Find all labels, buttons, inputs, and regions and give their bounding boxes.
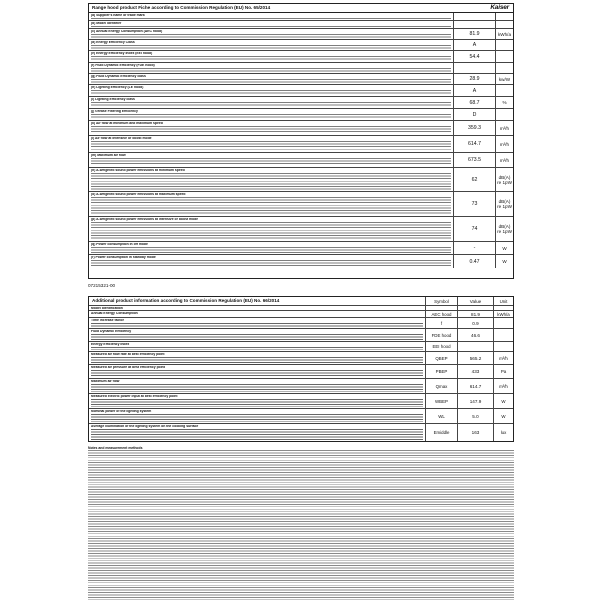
fiche-row-label: (q) Power consumption in off mode xyxy=(91,243,148,246)
header-symbol: Symbol xyxy=(425,297,457,305)
info-row xyxy=(89,365,513,379)
fiche-row-label: (m) Maximum air flow xyxy=(91,154,126,157)
fiche-row-lines xyxy=(91,34,451,38)
fiche-row-lines xyxy=(91,18,451,19)
fiche-row-value: 359.3 xyxy=(453,121,495,135)
fiche-row-label: (h) Lighting Efficiency (LE hood) xyxy=(91,86,144,89)
fiche-row-value: 68.7 xyxy=(453,97,495,108)
fiche-row xyxy=(89,153,513,168)
info-row-lines xyxy=(91,347,423,350)
info-row-label: Nominal power of the lighting system xyxy=(91,410,152,413)
fiche-row xyxy=(89,109,513,121)
additional-info-header xyxy=(89,297,513,306)
fiche-row xyxy=(89,217,513,242)
fiche-row-lines xyxy=(91,68,451,72)
fiche-row-value: 0.47 xyxy=(453,255,495,268)
fiche-row-value: - xyxy=(453,242,495,254)
info-row-lines xyxy=(91,334,423,340)
info-row-value: 147.9 xyxy=(457,394,493,408)
info-row-symbol: f xyxy=(425,318,457,328)
info-row-label: Maximum air flow xyxy=(91,380,120,383)
fiche-row-label: (b) Model identifier xyxy=(91,22,122,25)
fiche-row-unit xyxy=(495,51,513,62)
info-row-symbol xyxy=(425,306,457,310)
fiche-row xyxy=(89,51,513,63)
fiche-row-unit xyxy=(495,63,513,73)
info-row-unit: W xyxy=(493,409,513,423)
fiche-row-label: (k) Air flow at minimum and maximum speed xyxy=(91,122,163,125)
info-row-unit: W xyxy=(493,394,513,408)
fiche-row-unit: m³/h xyxy=(495,153,513,167)
fiche-row-unit: dB(A) re 1pW xyxy=(495,217,513,241)
info-row-label: Time increase factor xyxy=(91,319,124,322)
info-row-label: Energy Efficiency Index xyxy=(91,343,130,346)
additional-info-title: Additional product information according to Commission Regulation (EU) No. 66/2014 xyxy=(92,298,280,303)
fiche-row-label: (d) Energy Efficiency Class xyxy=(91,41,135,44)
fiche-row-text xyxy=(89,29,453,39)
info-row-text xyxy=(89,318,425,328)
info-row-symbol: WL xyxy=(425,409,457,423)
fiche-row xyxy=(89,21,513,29)
fiche-row-unit xyxy=(495,21,513,28)
fiche-row-label: (p) A-weighted sound power emissions at intensive or boost mode xyxy=(91,218,199,221)
info-row-value: 46.6 xyxy=(457,329,493,341)
info-row-label: Annual Energy Consumption xyxy=(91,312,138,315)
info-row-unit: kWh/a xyxy=(493,311,513,317)
info-row-value: 163 xyxy=(457,424,493,441)
fiche-row-unit: m³/h xyxy=(495,121,513,135)
info-row xyxy=(89,342,513,352)
fiche-row-unit: kw/W xyxy=(495,74,513,84)
fiche-row-text xyxy=(89,121,453,135)
info-row-text xyxy=(89,306,425,310)
fiche-row-text xyxy=(89,13,453,20)
fiche-row-lines xyxy=(91,114,451,119)
fiche-row-unit: m³/h xyxy=(495,136,513,152)
info-row-text xyxy=(89,342,425,351)
fiche-row-value xyxy=(453,21,495,28)
fiche-row-unit xyxy=(495,109,513,120)
fiche-row-text xyxy=(89,63,453,73)
info-row xyxy=(89,394,513,409)
info-row-value xyxy=(457,306,493,310)
footnotes-label: Notes and measurement methods xyxy=(88,446,143,450)
info-row-label: Measured air pressure at best efficiency point xyxy=(91,366,165,369)
product-fiche-table xyxy=(88,3,514,279)
info-row-unit: lux xyxy=(493,424,513,441)
info-row-symbol: FDE hood xyxy=(425,329,457,341)
info-row-lines xyxy=(91,414,423,422)
fiche-row-lines xyxy=(91,197,451,215)
footnotes-text xyxy=(88,450,514,600)
fiche-row-text xyxy=(89,21,453,28)
fiche-row-label: (a) Supplier's name or trade mark xyxy=(91,14,145,17)
fiche-row-label: (o) A-weighted sound power emissions at maximum speed xyxy=(91,193,186,196)
header-unit: Unit xyxy=(493,297,513,305)
fiche-row xyxy=(89,74,513,85)
fiche-row-label: (r) Power consumption in standby mode xyxy=(91,256,156,259)
fiche-row-lines xyxy=(91,247,451,253)
fiche-row-unit: dB(A) re 1pW xyxy=(495,168,513,191)
info-row-lines xyxy=(91,429,423,440)
info-row-symbol: AEC hood xyxy=(425,311,457,317)
info-row xyxy=(89,424,513,441)
info-row-lines xyxy=(91,399,423,407)
fiche-row xyxy=(89,85,513,97)
fiche-row-value: 73 xyxy=(453,192,495,216)
fiche-row xyxy=(89,13,513,21)
info-row-unit xyxy=(493,342,513,351)
additional-info-rows xyxy=(89,306,513,441)
fiche-row-label: (n) A-weighted sound power emissions at minimum speed xyxy=(91,169,185,172)
info-row-value: 5.0 xyxy=(457,409,493,423)
info-row-text xyxy=(89,329,425,341)
fiche-row xyxy=(89,40,513,51)
info-row-value: 0.9 xyxy=(457,318,493,328)
info-row-symbol: Emiddle xyxy=(425,424,457,441)
fiche-row-label: (l) Air flow at intensive or boost mode xyxy=(91,137,152,140)
info-row-value: 565.2 xyxy=(457,352,493,364)
fiche-row xyxy=(89,63,513,74)
header-value: Value xyxy=(457,297,493,305)
fiche-row-text xyxy=(89,242,453,254)
info-row xyxy=(89,311,513,318)
fiche-row-unit xyxy=(495,85,513,96)
fiche-row-text xyxy=(89,40,453,50)
fiche-row-unit: % xyxy=(495,97,513,108)
fiche-row-value: 614.7 xyxy=(453,136,495,152)
info-row-symbol: Qmax xyxy=(425,379,457,393)
info-row-label: Fluid Dynamic Efficiency xyxy=(91,330,132,333)
fiche-row-value: D xyxy=(453,109,495,120)
info-row-lines xyxy=(91,357,423,363)
fiche-row-value xyxy=(453,13,495,20)
info-row-lines xyxy=(91,370,423,377)
fiche-row-unit xyxy=(495,40,513,50)
fiche-row-label: (j) Grease Filtering Efficiency xyxy=(91,110,138,113)
info-row xyxy=(89,409,513,424)
info-row-unit: Pa xyxy=(493,365,513,378)
fiche-row-text xyxy=(89,136,453,152)
product-fiche-title xyxy=(89,4,513,13)
fiche-row-value: 28.9 xyxy=(453,74,495,84)
fiche-row-unit xyxy=(495,13,513,20)
fiche-row-unit: W xyxy=(495,242,513,254)
fiche-row-label: (e) Energy Efficiency Index (EEI hood) xyxy=(91,52,153,55)
fiche-row xyxy=(89,29,513,40)
info-row-unit: m³/h xyxy=(493,352,513,364)
fiche-row-lines xyxy=(91,26,451,27)
fiche-row-lines xyxy=(91,126,451,134)
fiche-row-unit: W xyxy=(495,255,513,268)
fiche-row-label: (i) Lighting Efficiency class xyxy=(91,98,135,101)
fiche-row xyxy=(89,97,513,109)
info-row-text xyxy=(89,379,425,393)
fiche-row-lines xyxy=(91,173,451,190)
fiche-row xyxy=(89,255,513,268)
brand-logo: Kaiser xyxy=(490,4,509,11)
fiche-row-value: 673.5 xyxy=(453,153,495,167)
fiche-row xyxy=(89,168,513,192)
info-row-text xyxy=(89,311,425,317)
info-row-unit: m³/h xyxy=(493,379,513,393)
fiche-row xyxy=(89,242,513,255)
fiche-row-text xyxy=(89,109,453,120)
info-row-lines xyxy=(91,323,423,327)
info-row xyxy=(89,352,513,365)
document-code: 07215321-00 xyxy=(88,283,116,288)
fiche-row xyxy=(89,136,513,153)
additional-info-table xyxy=(88,296,514,442)
fiche-row-value: 74 xyxy=(453,217,495,241)
info-row-label: Model identification xyxy=(91,307,123,310)
fiche-row-lines xyxy=(91,158,451,166)
product-fiche-title-text: Range hood product Fiche according to Commission Regulation (EU) No. 65/2014 xyxy=(92,5,271,10)
info-row-value xyxy=(457,342,493,351)
fiche-row-lines xyxy=(91,222,451,240)
info-row-symbol: PBEP xyxy=(425,365,457,378)
fiche-row-value: 62 xyxy=(453,168,495,191)
info-row-symbol: WBEP xyxy=(425,394,457,408)
info-row-unit xyxy=(493,318,513,328)
fiche-row-text xyxy=(89,74,453,84)
fiche-row-value: 54.4 xyxy=(453,51,495,62)
fiche-row-text xyxy=(89,51,453,62)
fiche-row-value xyxy=(453,63,495,73)
fiche-row-value: A xyxy=(453,40,495,50)
product-fiche-rows xyxy=(89,13,513,268)
fiche-row-text xyxy=(89,97,453,108)
fiche-row-lines xyxy=(91,56,451,61)
info-row-text xyxy=(89,424,425,441)
fiche-row-unit: kWh/a xyxy=(495,29,513,39)
info-row-text xyxy=(89,352,425,364)
fiche-row-label: (f) Fluid Dynamic Efficiency (FDE hood) xyxy=(91,64,155,67)
fiche-row-label: (c) Annual Energy Consumption (AEC hood) xyxy=(91,30,163,33)
fiche-row-value: A xyxy=(453,85,495,96)
fiche-row-text xyxy=(89,255,453,268)
info-row-unit xyxy=(493,306,513,310)
fiche-row-unit: dB(A) re 1pW xyxy=(495,192,513,216)
info-row-symbol: EEI hood xyxy=(425,342,457,351)
info-row-symbol: QBEP xyxy=(425,352,457,364)
fiche-row xyxy=(89,121,513,136)
fiche-row-text xyxy=(89,85,453,96)
info-row-value: 614.7 xyxy=(457,379,493,393)
info-row-unit xyxy=(493,329,513,341)
fiche-row-lines xyxy=(91,260,451,267)
info-row xyxy=(89,318,513,329)
info-row-text xyxy=(89,409,425,423)
info-row-lines xyxy=(91,384,423,392)
info-row xyxy=(89,379,513,394)
info-row-label: Measured air flow rate at best efficiency point xyxy=(91,353,165,356)
info-row-label: Measured electric power input at best efficiency point xyxy=(91,395,178,398)
fiche-row-lines xyxy=(91,102,451,107)
info-row-text xyxy=(89,394,425,408)
fiche-row-lines xyxy=(91,90,451,95)
fiche-row-value: 81.9 xyxy=(453,29,495,39)
info-row-text xyxy=(89,365,425,378)
fiche-row-text xyxy=(89,168,453,191)
info-row-value: 81.9 xyxy=(457,311,493,317)
fiche-row-lines xyxy=(91,141,451,151)
info-row-value: 433 xyxy=(457,365,493,378)
fiche-row-lines xyxy=(91,45,451,49)
fiche-row-text xyxy=(89,217,453,241)
fiche-row xyxy=(89,192,513,217)
fiche-row-text xyxy=(89,192,453,216)
info-row xyxy=(89,329,513,342)
fiche-row-lines xyxy=(91,79,451,83)
info-row-label: Average illumination of the lighting system on the cooking surface xyxy=(91,425,199,428)
fiche-row-text xyxy=(89,153,453,167)
footnotes-block xyxy=(88,446,514,596)
fiche-row-label: (g) Fluid Dynamic Efficiency class xyxy=(91,75,146,78)
